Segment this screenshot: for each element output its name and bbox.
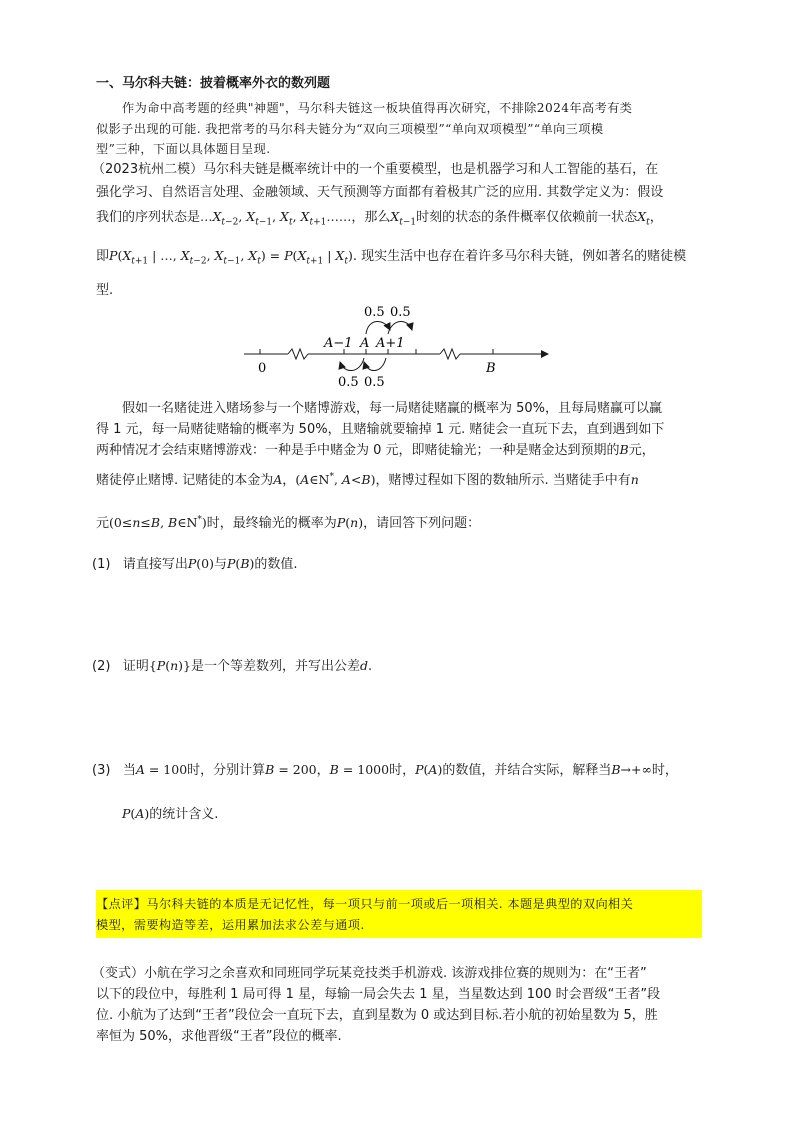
b-to-infinity: B→+∞ [611,762,652,777]
question-3-text-f: 时， [651,763,678,778]
label-b: B [486,361,496,376]
problem-line-2: 强化学习、自然语言处理、金融领域、天气预测等方面都有着极其广泛的应用. 其数学定义为：假设 [96,185,664,200]
var-n: n [630,472,639,487]
variant-line-3: 位. 小航为了达到“王者”段位会一直玩下去，直到星数为 0 或达到目标.若小航的初始星数为 5，胜 [96,1008,658,1023]
b-equals-1000: B = 1000 [329,762,390,777]
var-a: A [273,472,283,487]
problem-line-3: 我们的序列状态是$\dots X_{t-2}$, $X_{t-1}$, $X_t$, $X_{t+1}\dots\dots$，那么$X_{t-1}$时刻的状态的条件概率仅依赖前一状态$X_t$， [96,209,663,228]
arc-top-2 [388,321,412,334]
intro-line-3: 型”三种，下面以具体题目呈现. [96,142,271,156]
time-t-minus-1: $X_{t-1}$ [390,209,417,228]
problem-line-4-text-b: . 现实生活中也存在着许多马尔科夫链，例如著名的赌徒模 [352,249,687,264]
comment-line-1 [96,895,633,912]
body-line-4-text-a: 赌徒停止赌博. 记赌徒的本金为 [96,473,274,488]
gambler-number-line-diagram [240,296,560,390]
question-3-line-2-text: 的统计含义. [149,807,219,822]
prob-bottom-2: 0.5 [364,375,385,390]
body-line-3-text: 两种情况才会结束赌博游戏：一种是手中赌金为 0 元，即赌徒输光；一种是赌金达到预期的 [96,443,620,458]
comment-line-1-text: 马尔科夫链的本质是无记忆性，每一项只与前一项或后一项相关. 本题是典型的双向相关 [146,897,634,911]
body-line-5-text-a: 元 [96,516,110,531]
pn-expr: P(n) [336,515,364,530]
question-3-text-d: 时， [389,763,416,778]
question-3-line-2 [122,803,218,822]
question-2: (2) 证明{P(n)}是一个等差数列，并写出公差d. [92,658,373,674]
intro-line-2: 似影子出现的可能. 我把常考的马尔科夫链分为“双向三项模型”“单向双项模型”“单向三项模 [96,122,604,136]
question-1 [92,553,298,572]
arc-bottom-1 [340,358,364,371]
a-equals-100: A = 100 [135,762,188,777]
question-1-text-a: 请直接写出 [122,557,188,572]
body-line-3 [96,439,655,458]
body-line-5-text-c: ，请回答下列问题： [363,516,481,531]
condition-n: (0≤n≤B, B∈N*) [109,514,207,530]
pb-expr: P(B) [227,556,255,571]
question-3-text-a: 当 [122,763,136,778]
question-3-number: (3) [92,763,111,778]
comment-line-2: 模型，需要构造等差，运用累加法求公差与通项. [96,918,365,932]
label-a-plus-1: A+1 [376,336,405,351]
question-2-number: (2) [92,659,111,674]
label-zero: 0 [258,361,267,376]
pn-sequence-expr: {P(n)} [148,658,192,673]
pa-expr: P(A) [415,762,443,777]
question-3-text-c: ， [316,763,330,778]
prob-bottom-1: 0.5 [338,375,359,390]
variant-line-4: 率恒为 50%，求他晋级“王者”段位的概率. [96,1029,342,1044]
label-a: A [360,336,370,351]
pa-expr-2: P(A) [122,806,150,821]
problem-line-1: （2023杭州二模）马尔科夫链是概率统计中的一个重要模型，也是机器学习和人工智能的基石，在 [92,162,659,177]
label-a-minus-1: A−1 [324,336,353,351]
p0-expr: P(0) [187,556,214,571]
axis-break-2 [440,349,460,359]
question-3-text-b: 时，分别计算 [187,763,266,778]
condition-a: (A∈N*, A<B) [295,471,376,487]
intro-line-1: 作为命中高考题的经典"神题"，马尔科夫链这一板块值得再次研究，不排除2024年高考有类 [122,101,633,115]
question-1-text-c: 的数值. [254,557,298,572]
arc-bottom-2 [364,358,386,371]
comment-tag: 【点评】 [96,897,147,911]
section-title: 一、马尔科夫链：披着概率外衣的数列题 [96,76,331,91]
var-d: d [360,658,369,673]
problem-line-4 [96,245,686,267]
state-xt: $X_t$ [637,209,650,228]
variant-line-1: （变式）小航在学习之余喜欢和同班同学玩某竞技类手机游戏. 该游戏排位赛的规则为：在“王者” [92,966,647,981]
var-b: B [619,442,629,457]
problem-line-4-text-a: 即 [96,249,110,264]
problem-line-3-text-a: 我们的序列状态是 [96,210,201,225]
b-equals-200: B = 200 [265,762,317,777]
question-2-text-b: 是一个等差数列，并写出公差 [191,659,361,674]
arc-top-1 [366,321,390,334]
problem-line-3-text-b: ，那么 [351,210,391,225]
body-line-4-text-b: ，赌博过程如下图的数轴所示. 当赌徒手中有 [375,473,631,488]
sequence-states-formula: $\dots X_{t-2}$, $X_{t-1}$, $X_t$, $X_{t+1}\dots\dots$ [200,209,352,228]
question-3 [92,759,678,778]
prob-top-1: 0.5 [364,305,385,320]
variant-line-2: 以下的段位中，每胜利 1 局可得 1 星，每输一局会失去 1 星，当星数达到 100 时会晋级“王者”段 [96,987,661,1002]
markov-property-formula: $P(X_{t+1}$ | …, $X_{t-2}$, $X_{t-1}$, $X_t) = P(X_{t+1}$ | $X_t$) [109,248,353,267]
body-line-4: 赌徒停止赌博. 记赌徒的本金为A，(A∈N*, A<B)，赌博过程如下图的数轴所示. 当赌徒手中有n [96,471,639,488]
problem-line-5: 型. [96,283,114,298]
body-line-5-text-b: 时，最终输光的概率为 [206,516,337,531]
body-line-5 [96,512,480,531]
body-line-1: 假如一名赌徒进入赌场参与一个赌博游戏，每一局赌徒赌赢的概率为 50%，且每局赌赢可以赢 [122,401,663,416]
body-line-3-end: 元， [628,443,655,458]
question-1-text-b: 与 [213,557,227,572]
question-1-number: (1) [92,557,111,572]
prob-top-2: 0.5 [390,305,411,320]
body-line-2: 得 1 元，每一局赌徒赌输的概率为 50%，且赌输就要输掉 1 元. 赌徒会一直玩下去，直到遇到如下 [96,422,665,437]
question-2-text-a: 证明 [122,659,149,674]
question-3-text-e: 的数值，并结合实际，解释当 [442,763,612,778]
axis-break-1 [288,349,308,359]
problem-line-3-text-c: 时刻的状态的条件概率仅依赖前一状态 [416,210,638,225]
